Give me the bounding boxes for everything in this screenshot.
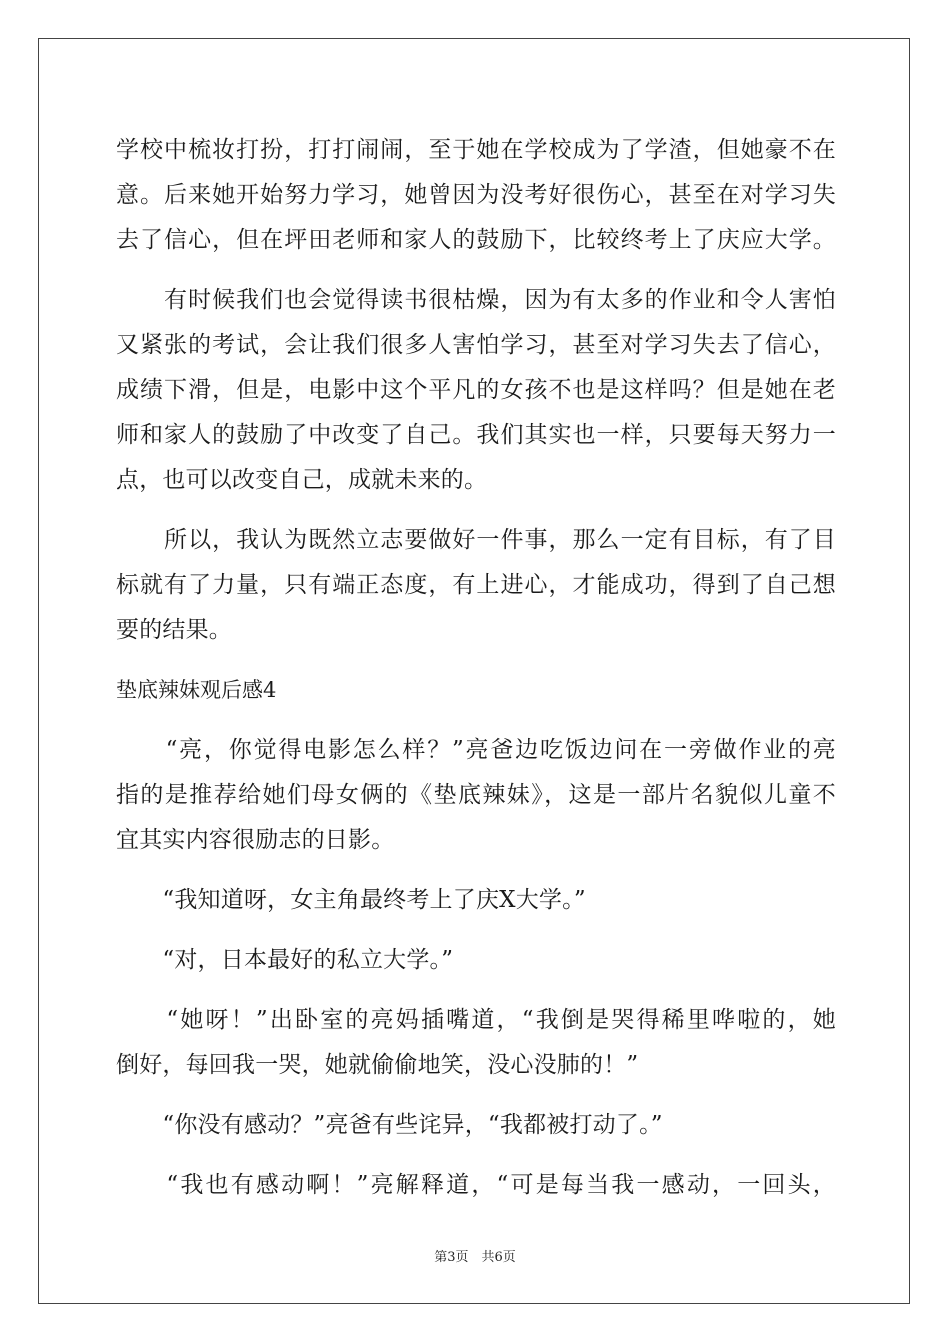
section-heading: 垫底辣妹观后感4 xyxy=(116,678,277,702)
text-line: 指的是推荐给她们母女俩的《垫底辣妹》，这是一部片名貌似儿童不 xyxy=(116,782,836,808)
text-line: 倒好，每回我一哭，她就偷偷地笑，没心没肺的！” xyxy=(116,1052,639,1078)
text-line: 意。后来她开始努力学习，她曾因为没考好很伤心，甚至在对学习失 xyxy=(116,182,836,208)
text-line: 成绩下滑，但是，电影中这个平凡的女孩不也是这样吗？但是她在老 xyxy=(116,377,836,403)
text-line: 学校中梳妆打扮，打打闹闹，至于她在学校成为了学渣，但她豪不在 xyxy=(116,137,836,163)
text-line: “对，日本最好的私立大学。” xyxy=(116,947,454,973)
document-body xyxy=(116,128,836,1208)
text-line: “我也有感动啊！”亮解释道，“可是每当我一感动，一回头， xyxy=(116,1172,836,1198)
text-line: 标就有了力量，只有端正态度，有上进心，才能成功，得到了自己想 xyxy=(116,572,836,598)
text-line: “亮，你觉得电影怎么样？”亮爸边吃饭边问在一旁做作业的亮 xyxy=(116,737,836,763)
text-line: 点，也可以改变自己，成就未来的。 xyxy=(116,467,488,493)
page-number-footer: 第3页 共6页 xyxy=(434,1250,516,1265)
text-line: 又紧张的考试，会让我们很多人害怕学习，甚至对学习失去了信心， xyxy=(116,332,836,358)
text-line: “你没有感动？”亮爸有些诧异，“我都被打动了。” xyxy=(116,1112,663,1138)
text-line: 所以，我认为既然立志要做好一件事，那么一定有目标，有了目 xyxy=(116,527,836,553)
text-line: 要的结果。 xyxy=(116,617,232,643)
text-line: 去了信心，但在坪田老师和家人的鼓励下，比较终考上了庆应大学。 xyxy=(116,227,836,253)
text-line: “我知道呀，女主角最终考上了庆X大学。” xyxy=(116,887,586,913)
text-line: “她呀！”出卧室的亮妈插嘴道，“我倒是哭得稀里哗啦的，她 xyxy=(116,1007,836,1033)
text-line: 宜其实内容很励志的日影。 xyxy=(116,827,395,853)
text-line: 师和家人的鼓励了中改变了自己。我们其实也一样，只要每天努力一 xyxy=(116,422,836,448)
text-line: 有时候我们也会觉得读书很枯燥，因为有太多的作业和令人害怕 xyxy=(116,287,836,313)
